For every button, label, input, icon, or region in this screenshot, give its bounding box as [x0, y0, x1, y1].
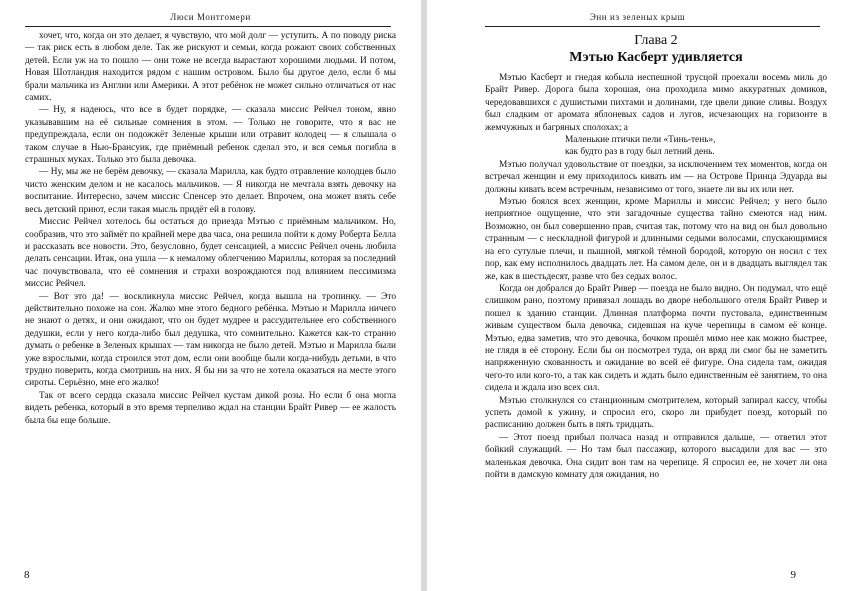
right-running-head: Энн из зеленых крыш — [589, 12, 686, 22]
paragraph: Так от всего сердца сказала миссис Рейчел кустам дикой розы. Но если б она могла видеть ребенка, который в это время терпеливо ждал на станции Брайт Ривер — ее жалость была бы еще больше. — [25, 390, 396, 426]
chapter-number: Глава 2 — [634, 33, 678, 48]
paragraph: — Ну, я надеюсь, что все в будет порядке, — сказала миссис Рейчел тоном, явно указывавшим на её сильные сомнения в этом. — Только не говорите, что я вас не предупреждала, если он подожжёт Зеленые крыши или отравит колодец — я слышала о таком случае в Нью-Брансуик, где приёмный ребенок сделал это, и вся семья погибла в страшных муках. Только это была девочка. — [25, 105, 396, 166]
poem — [485, 134, 827, 159]
right-page-number: 9 — [790, 569, 796, 581]
paragraph: Мэтью столкнулся со станционным смотрителем, который запирал кассу, чтобы успеть домой к ужину, и спросил его, скоро ли прибудет поезд, который по расписанию должен быть в пять тридцать. — [485, 395, 827, 431]
right-body-text — [485, 72, 827, 481]
paragraph: Мэтью боялся всех женщин, кроме Мариллы и миссис Рейчел; у него было неприятное ощущение, что эти загадочные существа тайно смеются над ним. Возможно, он был совершенно прав, считая так, потому что на вид он был довольно странным — с нескладной фигурой и длинными седыми волосами, спускающимися на его сутулые плечи, и пышной, мягкой тёмной бородой, которую он носил с тех пор, как ему исполнилось двадцать лет. На самом деле, он и в двадцать выглядел так же, как в шестьдесят, разве что без седых волос. — [485, 197, 827, 282]
paragraph: — Ну, мы же не берём девочку, — сказала Марилла, как будто отравление колодцев было чисто женским делом и не касалось мальчиков. — Я никогда не мечтала взять девочку на воспитание. Интересно, зачем миссис Спенсер это делает. Впрочем, она может взять себе весь детский приют, если такая мысль придёт ей в голову. — [25, 167, 396, 215]
chapter-name: Мэтью Касберт удивляется — [569, 50, 743, 65]
left-running-head: Люси Монтгомери — [170, 12, 251, 22]
left-body-text — [25, 30, 396, 427]
paragraph: — Этот поезд прибыл полчаса назад и отправился дальше, — ответил этот бойкий служащий. — Но там был пассажир, которого высадили для вас — это маленькая девочка. Она сидит вон там на черепице. Я спросил ее, не хочет ли она пойти в дамскую комнату для ожидания, но — [485, 432, 827, 480]
left-header-rule — [25, 26, 391, 27]
right-page — [427, 0, 848, 591]
paragraph: Когда он добрался до Брайт Ривер — поезда не было видно. Он подумал, что ещё слишком рано, поэтому привязал лошадь во дворе небольшого отеля Брайт Ривер и пошел к зданию станции. Длинная платформа почти пустовала, единственным живым существом была девочка, сидевшая на куче черепицы в самом её конце. Мэтью, едва заметив, что это девочка, бочком прошёл мимо нее как можно быстрее, не глядя в её сторону. Если бы он посмотрел туда, он вряд ли смог бы не заметить напряженную скованность и ожидание во всей её фигуре. Она сидела там, ожидая чего-то или кого-то, а так как сидеть и ждать было единственным её занятием, то она сидела и ждала изо всех сил. — [485, 283, 827, 394]
chapter-heading — [485, 32, 827, 66]
paragraph: Мэтью Касберт и гнедая кобыла неспешной трусцой проехали восемь миль до Брайт Ривер. Дорога была хорошая, она проходила мимо аккуратных домиков, чередовавшихся с душистыми пихтами и долинами, где цвели дикие сливы. Воздух был сладким от аромата яблоневых садов и лугов, исчезающих на горизонте в жемчужных и багряных сполохах; а — [485, 73, 827, 133]
paragraph: Мэтью получал удовольствие от поездки, за исключением тех моментов, когда он встречал женщин и ему приходилось кивать им — на Острове Принца Эдуарда вы должны кивать всем встречным, независимо от того, знаете ли вы их или нет. — [485, 159, 827, 195]
paragraph: хочет, что, когда он это делает, я чувствую, что мой долг — уступить. А по поводу риска — так риск есть в любом деле. Так же рискуют и семьи, когда рожают своих собственных детей. Если уж на то пошло — они тоже не всегда вырастают хорошими людьми. И потом, Новая Шотландия находится рядом с нашим островом. Было бы другое дело, если б мы брали мальчика из Англии или Америки. А этот ребёнок не может сильно отличаться от нас самих. — [25, 31, 396, 104]
poem-line: как будто раз в году был летний день. — [565, 147, 715, 158]
right-header-rule — [485, 26, 820, 27]
paragraph: — Вот это да! — воскликнула миссис Рейчел, когда вышла на тропинку. — Это действительно похоже на сон. Жалко мне этого бедного ребёнка. Мэтью и Марилла ничего не знают о детях, и они ожидают, что он будет мудрее и рассудительнее его собственного дедушки, если у него когда-либо был дедушка, что сомнительно. Кажется как-то странно думать о ребенке в Зеленых крышах — там никогда не было детей. Мэтью и Марилла были уже взрослыми, когда строился этот дом, если они вообще были когда-нибудь детьми, в что трудно поверить, когда смотришь на них. Я бы ни за что не хотела оказаться на месте этого сироты. Серьёзно, мне его жалко! — [25, 291, 396, 389]
left-page-number: 8 — [24, 569, 30, 581]
paragraph: Миссис Рейчел хотелось бы остаться до приезда Мэтью с приёмным мальчиком. Но, сообразив, что это займёт по крайней мере два часа, она решила пойти к дому Роберта Белла и рассказать все новости. Это, безусловно, будет сенсацией, а миссис Рейчел очень любила делать сенсации. Итак, она ушла — к немалому облегчению Мариллы, которая за последний час почувствовала, что её сомнения и страхи возрождаются под влиянием пессимизма миссис Рейчел. — [25, 217, 396, 290]
poem-line: Маленькие птички пели «Тинь-тень», — [565, 135, 716, 146]
left-page — [0, 0, 421, 591]
